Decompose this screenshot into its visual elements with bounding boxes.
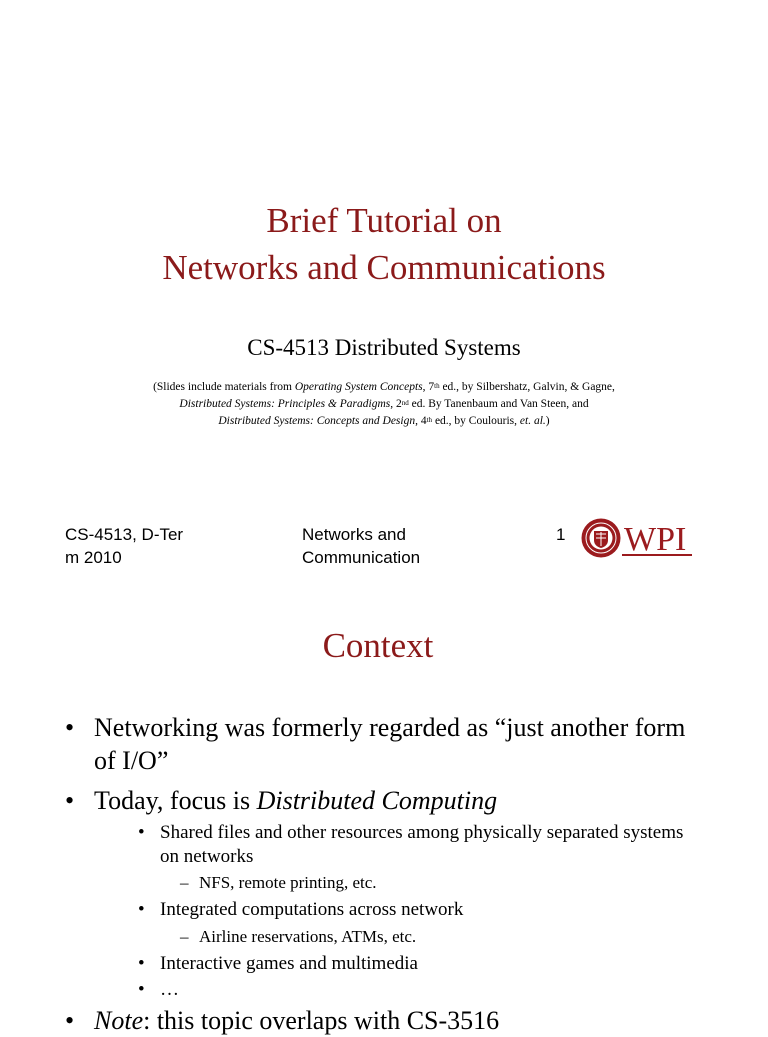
credits-text: , 7: [422, 381, 435, 393]
bullet-text-prefix: Today, focus is: [94, 786, 257, 815]
credits-etal: et. al.: [519, 415, 546, 427]
footer-topic-line-2: Communication: [302, 548, 421, 567]
slide-title-line-2: Networks and Communications: [162, 248, 606, 287]
course-subtitle: CS-4513 Distributed Systems: [247, 335, 521, 360]
sub-bullet-text: Interactive games and multimedia: [160, 953, 418, 974]
bullet-marker: •: [65, 713, 75, 742]
bullet-text: Networking was formerly regarded as “just another form of I/O”: [94, 713, 686, 775]
credits-text: , 2: [390, 398, 402, 410]
ordinal-suffix: nd: [401, 399, 409, 407]
ordinal-suffix: th: [434, 382, 440, 390]
bullet-networking: [65, 711, 705, 777]
sub-bullet-integrated: [138, 898, 698, 922]
credits-text: ed., by Silbershatz, Galvin, & Gagne,: [439, 381, 615, 393]
sub-bullet-shared-files: [138, 821, 698, 869]
credits-text: (Slides include materials from: [153, 381, 295, 393]
sub-sub-bullet-airline: [180, 926, 700, 948]
credits-text: ed. By Tanenbaum and Van Steen, and: [408, 398, 589, 410]
sub-bullet-marker: •: [138, 899, 145, 920]
sub-sub-bullet-text: Airline reservations, ATMs, etc.: [199, 927, 417, 946]
bullet-note: [65, 1004, 705, 1037]
bullet-marker: •: [65, 786, 75, 815]
sub-sub-bullet-nfs: [180, 872, 700, 894]
bullet-text-emphasis: Distributed Computing: [256, 786, 498, 815]
sub-bullet-ellipsis: [138, 978, 698, 1002]
footer-course-line-2: m 2010: [65, 548, 122, 567]
slide-heading: Context: [322, 626, 434, 665]
bullet-text: [94, 1004, 705, 1037]
page-number: 1: [556, 525, 566, 544]
bullet-distributed-computing: [65, 784, 705, 817]
footer-course-line-1: CS-4513, D-Ter: [65, 525, 184, 544]
credits-text: , 4: [415, 415, 427, 427]
book-title: Distributed Systems: Principles & Paradigms: [179, 398, 391, 410]
sub-bullet-text: Shared files and other resources among physically separated systems on networks: [160, 822, 684, 867]
sub-bullet-text: Integrated computations across network: [160, 899, 464, 920]
sub-sub-bullet-text: NFS, remote printing, etc.: [199, 873, 377, 892]
note-label: Note: [94, 1006, 144, 1035]
footer-topic-line-1: Networks and: [302, 525, 406, 544]
book-title: Distributed Systems: Concepts and Design: [218, 415, 416, 427]
bullet-marker: •: [65, 1006, 75, 1035]
dash-marker: –: [180, 873, 189, 892]
slide-title-line-1: Brief Tutorial on: [266, 201, 502, 240]
sub-bullet-marker: •: [138, 953, 145, 974]
note-text: : this topic overlaps with CS-3516: [143, 1006, 500, 1035]
credits-text: ed., by Coulouris,: [432, 415, 520, 427]
wpi-wordmark: WPI: [624, 521, 687, 558]
ordinal-suffix: th: [426, 416, 433, 424]
sub-bullet-games: [138, 952, 698, 976]
dash-marker: –: [180, 927, 189, 946]
credits-text: ): [545, 415, 550, 427]
sub-bullet-marker: •: [138, 822, 145, 843]
sub-bullet-marker: •: [138, 979, 145, 1000]
sub-bullet-text: …: [160, 979, 179, 1000]
bullet-text: [94, 784, 705, 817]
book-title: Operating System Concepts: [294, 381, 423, 393]
